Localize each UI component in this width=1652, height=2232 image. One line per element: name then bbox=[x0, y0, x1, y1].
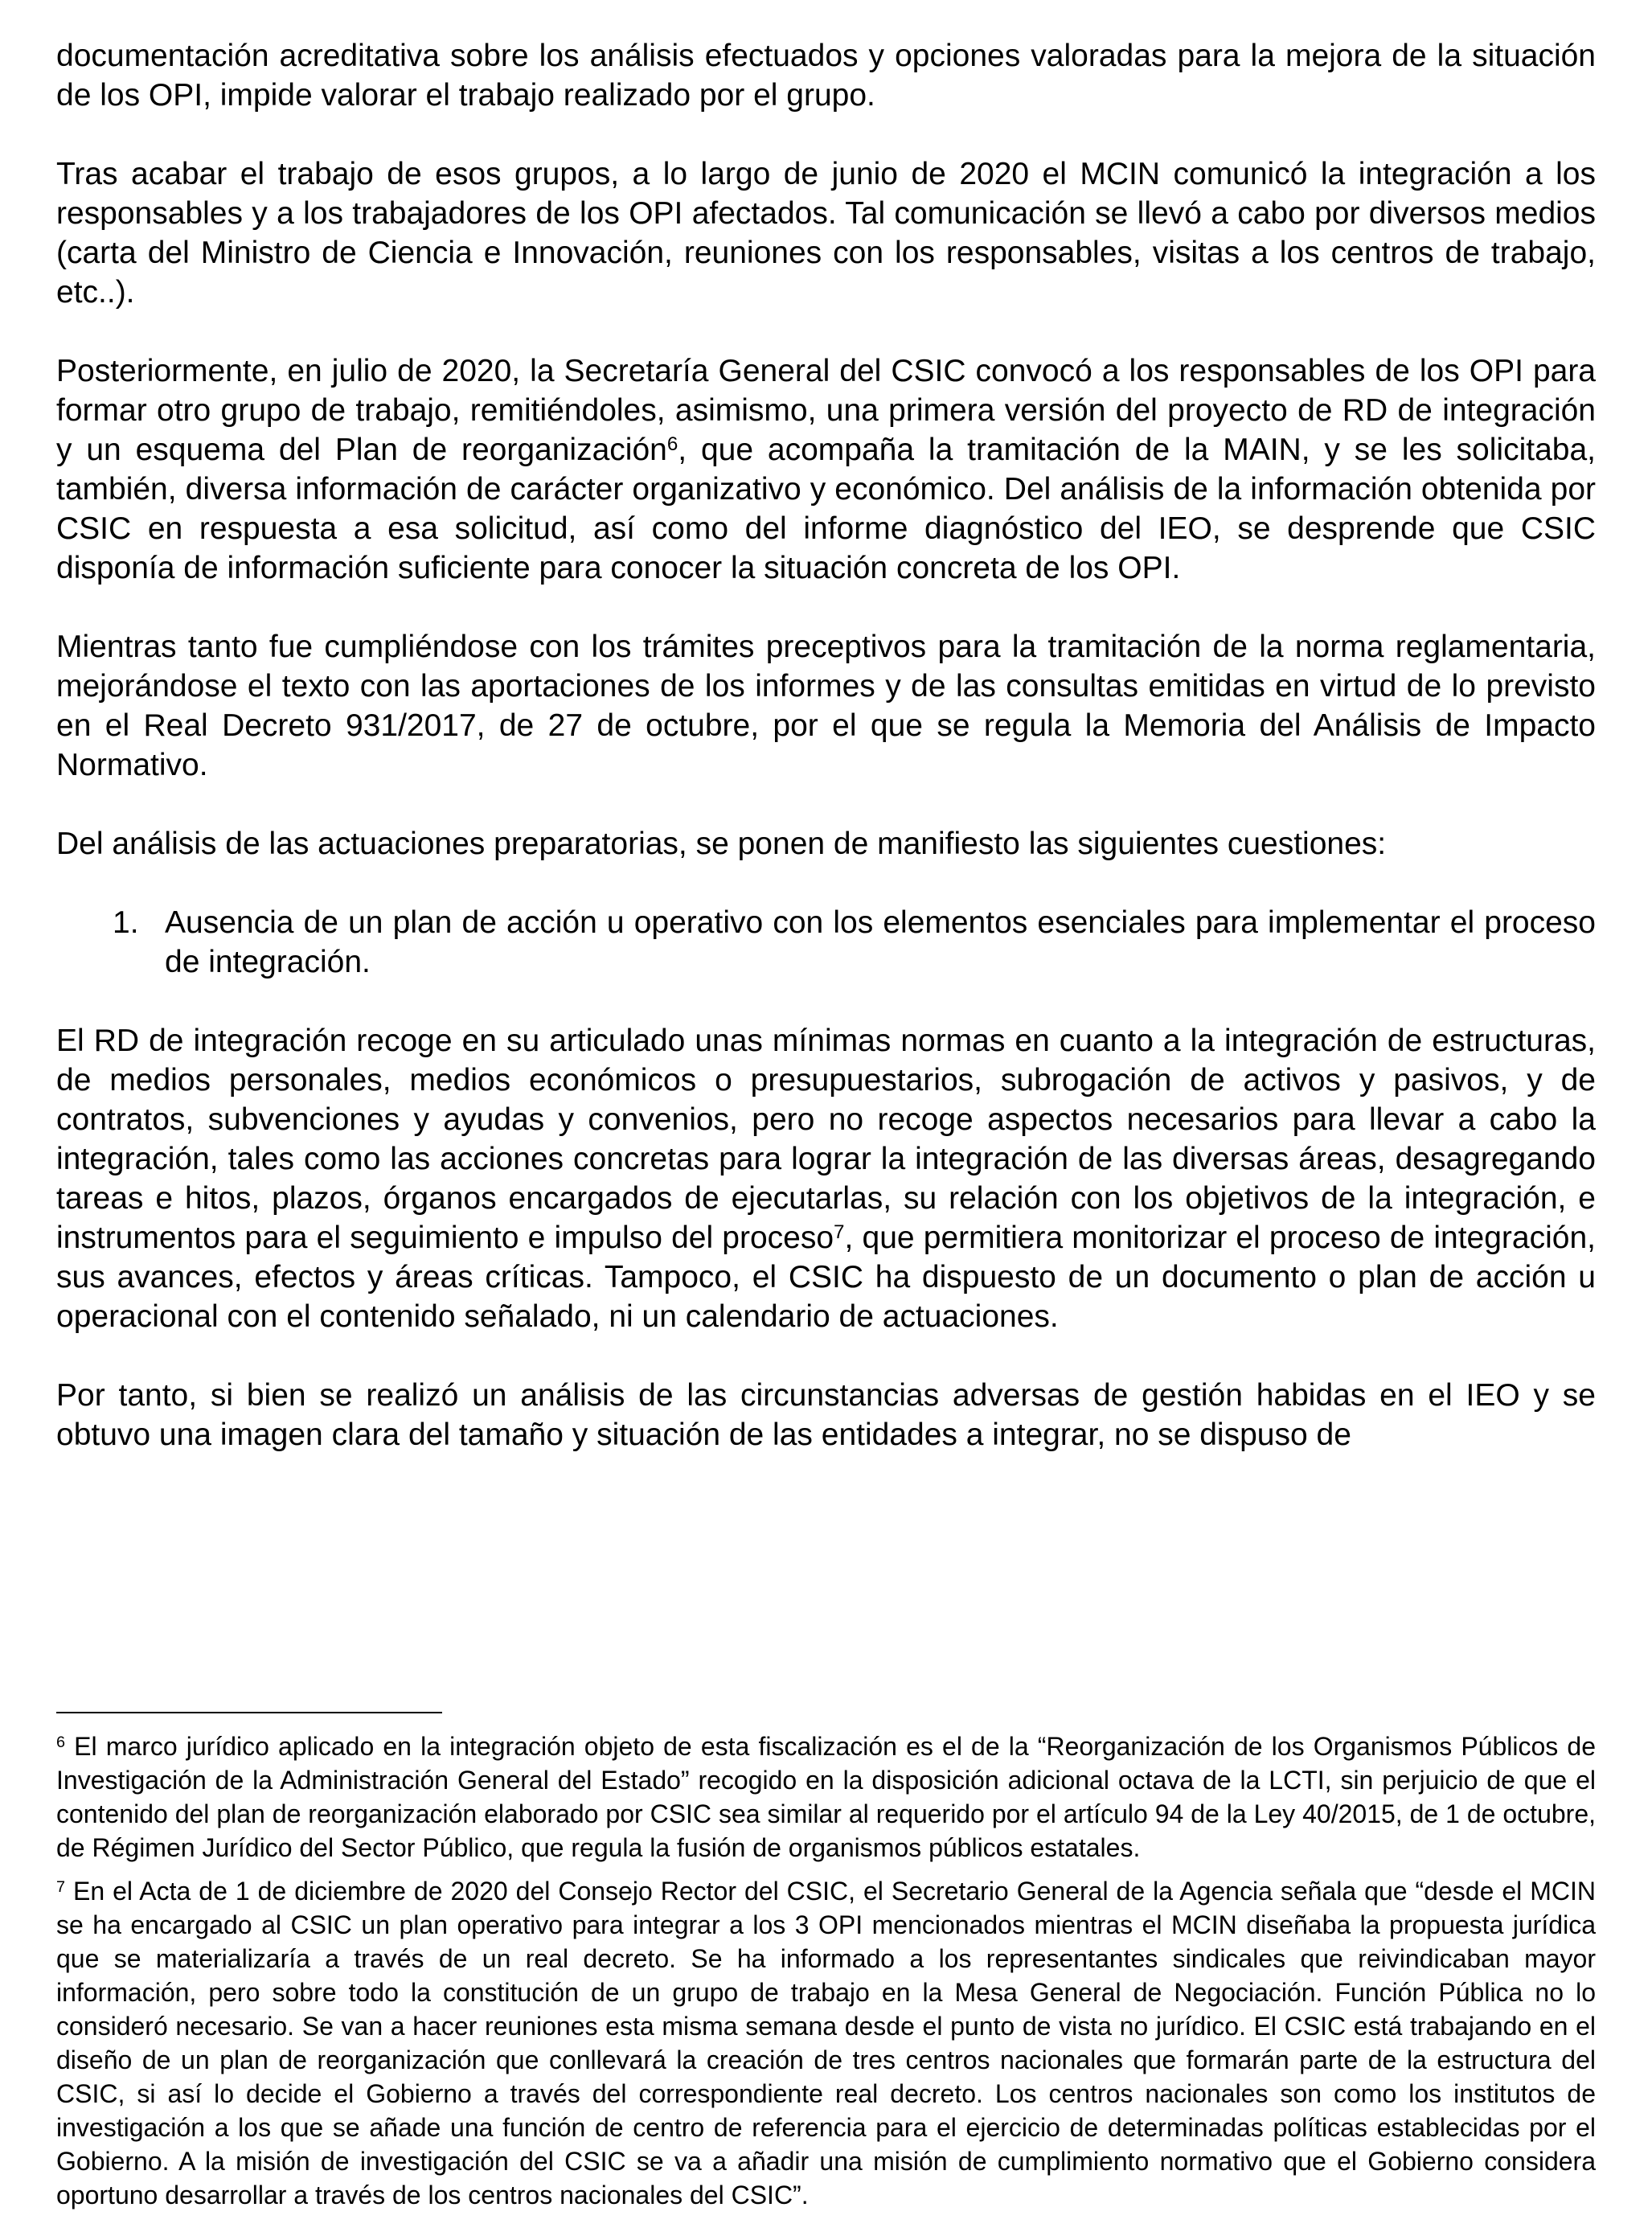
numbered-list-item-1 bbox=[56, 903, 1596, 982]
paragraph-el-rd bbox=[56, 1021, 1596, 1336]
footnote-ref-7: 7 bbox=[834, 1221, 845, 1243]
footnote-7 bbox=[56, 1874, 1596, 2212]
footnote-6-text: El marco jurídico aplicado en la integración objeto de esta fiscalización es el de la “Reorganización de los Organismos Públicos de Investigación de la Administración General del Estado” recogido en la disposición adicional octava de la LCTI, sin perjuicio de que el contenido del plan de reorganización elaborado por CSIC sea similar al requerido por el artículo 94 de la Ley 40/2015, de 1 de octubre, de Régimen Jurídico del Sector Público, que regula la fusión de organismos públicos estatales. bbox=[56, 1732, 1596, 1862]
document-body bbox=[56, 36, 1596, 1454]
footnote-7-marker: 7 bbox=[56, 1878, 66, 1897]
footnotes-section bbox=[56, 1694, 1596, 2212]
paragraph-tras-acabar: Tras acabar el trabajo de esos grupos, a lo largo de junio de 2020 el MCIN comunicó la integración a los responsables y a los trabajadores de los OPI afectados. Tal comunicación se llevó a cabo por diversos medios (carta del Ministro de Ciencia e Innovación, reuniones con los responsables, visitas a los centros de trabajo, etc..). bbox=[56, 157, 1596, 310]
footnote-6-marker: 6 bbox=[56, 1733, 66, 1752]
paragraph-posteriormente-text-b: , que acompaña la tramitación de la MAIN, y se les solicitaba, también, diversa información de carácter organizativo y económico. Del análisis de la información obtenida por CSIC en respuesta a esa solicitud, así como del informe diagnóstico del IEO, se desprende que CSIC disponía de información suficiente para conocer la situación concreta de los OPI. bbox=[56, 433, 1596, 585]
list-item-1-number: 1. bbox=[113, 905, 139, 940]
paragraph-posteriormente bbox=[56, 351, 1596, 588]
footnote-separator-rule bbox=[56, 1712, 442, 1713]
footnote-7-text: En el Acta de 1 de diciembre de 2020 del Consejo Rector del CSIC, el Secretario General de la Agencia señala que “desde el MCIN se ha encargado al CSIC un plan operativo para integrar a los 3 OPI mencionados mientras el MCIN diseñaba la propuesta jurídica que se materializaría a través de un real decreto. Se ha informado a los representantes sindicales que reivindicaban mayor información, pero sobre todo la constitución de un grupo de trabajo en la Mesa General de Negociación. Función Pública no lo consideró necesario. Se van a hacer reuniones esta misma semana desde el punto de vista no jurídico. El CSIC está trabajando en el diseño de un plan de reorganización que conllevará la creación de tres centros nacionales que formarán parte de la estructura del CSIC, si así lo decide el Gobierno a través del correspondiente real decreto. Los centros nacionales son como los institutos de investigación a los que se añade una función de centro de referencia para el ejercicio de determinadas políticas establecidas por el Gobierno. A la misión de investigación del CSIC se va a añadir una misión de cumplimiento normativo que el Gobierno considera oportuno desarrollar a través de los centros nacionales del CSIC”. bbox=[56, 1877, 1596, 2209]
paragraph-el-rd-text-b: , que permitiera monitorizar el proceso de integración, sus avances, efectos y áreas críticas. Tampoco, el CSIC ha dispuesto de un documento o plan de acción u operacional con el contenido señalado, ni un calendario de actuaciones. bbox=[56, 1221, 1596, 1334]
paragraph-por-tanto: Por tanto, si bien se realizó un análisis de las circunstancias adversas de gestión habidas en el IEO y se obtuvo una imagen clara del tamaño y situación de las entidades a integrar, no se dispuso de bbox=[56, 1378, 1596, 1452]
paragraph-mientras-tanto: Mientras tanto fue cumpliéndose con los trámites preceptivos para la tramitación de la norma reglamentaria, mejorándose el texto con las aportaciones de los informes y de las consultas emitidas en virtud de lo previsto en el Real Decreto 931/2017, de 27 de octubre, por el que se regula la Memoria del Análisis de Impacto Normativo. bbox=[56, 630, 1596, 782]
paragraph-el-rd-text-a: El RD de integración recoge en su articulado unas mínimas normas en cuanto a la integración de estructuras, de medios personales, medios económicos o presupuestarios, subrogación de activos y pasivos, y de contratos, subvenciones y ayudas y convenios, pero no recoge aspectos necesarios para llevar a cabo la integración, tales como las acciones concretas para lograr la integración de las diversas áreas, desagregando tareas e hitos, plazos, órganos encargados de ejecutarlas, su relación con los objetivos de la integración, e instrumentos para el seguimiento e impulso del proceso bbox=[56, 1024, 1596, 1255]
footnote-6 bbox=[56, 1729, 1596, 1865]
paragraph-documentacion: documentación acreditativa sobre los análisis efectuados y opciones valoradas para la mejora de la situación de los OPI, impide valorar el trabajo realizado por el grupo. bbox=[56, 39, 1596, 113]
list-item-1-text: Ausencia de un plan de acción u operativo con los elementos esenciales para implementar el proceso de integración. bbox=[165, 905, 1596, 979]
footnote-ref-6: 6 bbox=[666, 433, 678, 455]
paragraph-posteriormente-text-a: Posteriormente, en julio de 2020, la Secretaría General del CSIC convocó a los responsables de los OPI para formar otro grupo de trabajo, remitiéndoles, asimismo, una primera versión del proyecto de RD de integración y un esquema del Plan de reorganización bbox=[56, 354, 1596, 467]
paragraph-del-analisis: Del análisis de las actuaciones preparatorias, se ponen de manifiesto las siguientes cuestiones: bbox=[56, 827, 1387, 861]
